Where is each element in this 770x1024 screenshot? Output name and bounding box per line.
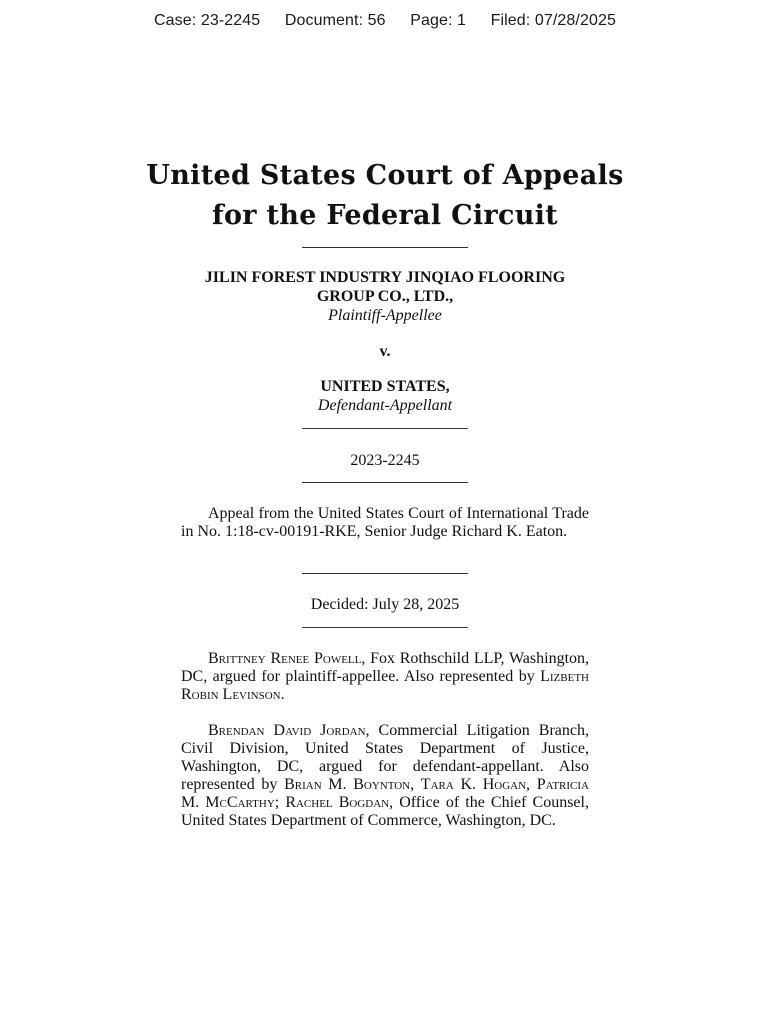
divider (302, 573, 468, 574)
plaintiff-name-line1: JILIN FOREST INDUSTRY JINQIAO FLOORING (204, 269, 566, 286)
case-number: Case: 23-2245 (154, 12, 261, 29)
attorney-name: Rachel Bogdan (285, 794, 390, 811)
page-number: Page: 1 (410, 12, 467, 29)
counsel-text: , Fox Rothschild LLP, Washington, DC, argued for plaintiff-appellee. Also represented by (181, 650, 590, 685)
divider (302, 482, 468, 483)
plaintiff-name-line2: GROUP CO., LTD., (316, 288, 454, 305)
attorney-name: Tara K. Hogan (420, 776, 527, 793)
plaintiff-role: Plaintiff-Appellee (328, 307, 442, 324)
attorney-name: Brittney Renee Powell (208, 650, 362, 667)
versus: v. (379, 343, 391, 360)
docket-number: 2023-2245 (350, 452, 420, 469)
counsel-plaintiff-paragraph (181, 650, 589, 704)
attorney-name: Lizbeth Robin Levinson (181, 668, 589, 703)
court-title (0, 156, 770, 236)
defendant-block (180, 377, 590, 415)
court-title-line1: United States Court of Appeals (146, 160, 624, 191)
divider (302, 428, 468, 429)
counsel-text: , Commercial Litigation Branch, Civil Division, United States Department of Justice, Washington, DC, argued for defendant-appellant. Also represented by (181, 722, 589, 793)
attorney-name: Brian M. Boynton (284, 776, 411, 793)
counsel-text: ; (274, 794, 286, 811)
counsel-text: , Office of the Chief Counsel, United States Department of Commerce, Washington, DC. (181, 794, 589, 829)
appeal-paragraph: Appeal from the United States Court of International Trade in No. 1:18-cv-00191-RKE, Senior Judge Richard K. Eaton. (181, 505, 589, 540)
court-title-line2: for the Federal Circuit (212, 200, 558, 231)
counsel-defendant-paragraph (181, 722, 589, 830)
decided-date: Decided: July 28, 2025 (310, 596, 460, 613)
defendant-role: Defendant-Appellant (317, 397, 453, 414)
attorney-name: Patricia M. McCarthy (181, 776, 589, 811)
defendant-name: UNITED STATES, (320, 378, 450, 395)
divider (302, 247, 468, 248)
counsel-text: , (526, 776, 537, 793)
divider (302, 627, 468, 628)
counsel-text: , (410, 776, 421, 793)
attorney-name: Brendan David Jordan (208, 722, 366, 739)
document-number: Document: 56 (284, 12, 386, 29)
plaintiff-block (180, 268, 590, 325)
filed-date: Filed: 07/28/2025 (490, 12, 616, 29)
counsel-text: . (280, 686, 285, 703)
filing-header (0, 12, 770, 30)
